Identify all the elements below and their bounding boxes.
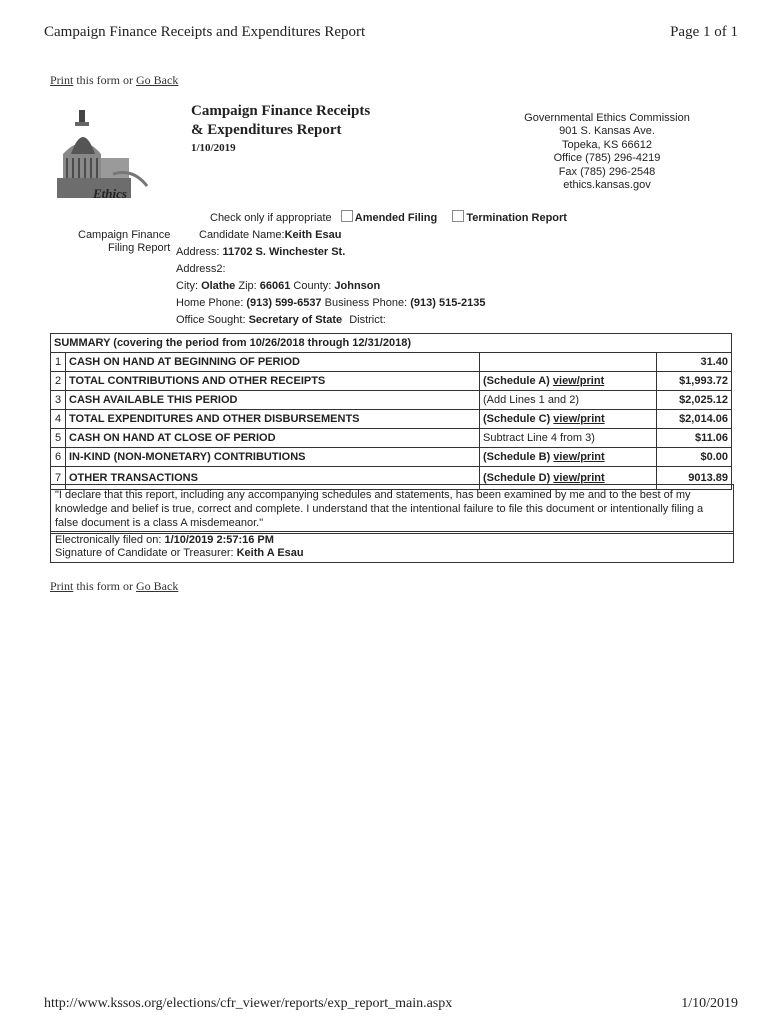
row-amount: $11.06 <box>657 429 732 448</box>
commission-website: ethics.kansas.gov <box>563 179 651 192</box>
print-link[interactable]: Print <box>50 73 74 87</box>
termination-report-label: Termination Report <box>466 212 567 224</box>
nav-middle-text: this form or <box>76 73 134 87</box>
row-schedule: (Add Lines 1 and 2) <box>480 391 657 410</box>
row-label: IN-KIND (NON-MONETARY) CONTRIBUTIONS <box>66 448 480 467</box>
commission-fax: Fax (785) 296-2548 <box>558 165 656 178</box>
filing-report-label <box>78 229 170 255</box>
zip-label: Zip: <box>238 280 257 292</box>
signature-label: Signature of Candidate or Treasurer: <box>55 547 234 559</box>
commission-name: Governmental Ethics Commission <box>524 112 690 124</box>
home-phone-label: Home Phone: <box>176 297 244 309</box>
bottom-nav <box>50 579 178 594</box>
schedule-label: (Schedule B) <box>483 451 551 463</box>
filing-type-checks <box>210 210 567 224</box>
row-label: CASH ON HAND AT CLOSE OF PERIOD <box>66 429 480 448</box>
office-value: Secretary of State <box>248 314 343 326</box>
commission-city: Topeka, KS 66612 <box>562 138 652 151</box>
office-row <box>176 314 386 326</box>
termination-report-checkbox[interactable] <box>452 210 464 222</box>
schedule-b-view-print-link[interactable]: view/print <box>553 451 605 463</box>
summary-row <box>51 391 732 410</box>
row-number: 2 <box>51 372 66 391</box>
signature-row <box>55 547 729 560</box>
report-date: 1/10/2019 <box>191 142 236 154</box>
city-row <box>176 280 380 292</box>
county-label: County: <box>293 280 332 292</box>
row-label: TOTAL CONTRIBUTIONS AND OTHER RECEIPTS <box>66 372 480 391</box>
footer-date: 1/10/2019 <box>681 996 738 1011</box>
report-title-line1: Campaign Finance Receipts <box>191 103 371 119</box>
schedule-label: (Schedule A) <box>483 375 550 387</box>
filed-on-row <box>55 534 729 547</box>
row-amount: $0.00 <box>657 448 732 467</box>
amended-filing-checkbox[interactable] <box>341 210 353 222</box>
report-title-block <box>191 102 370 154</box>
signature-value: Keith A Esau <box>236 547 304 559</box>
candidate-name-row <box>199 229 341 241</box>
nav-middle-text-bottom: this form or <box>76 579 134 593</box>
schedule-label: (Schedule D) <box>483 472 551 484</box>
address-label: Address: <box>176 246 220 258</box>
candidate-name-label: Candidate Name: <box>199 229 285 241</box>
top-nav <box>50 73 178 88</box>
row-amount: $2,014.06 <box>657 410 732 429</box>
row-number: 3 <box>51 391 66 410</box>
row-number: 4 <box>51 410 66 429</box>
footer-url: http://www.kssos.org/elections/cfr_viewer/reports/exp_report_main.aspx <box>44 996 453 1011</box>
row-label: TOTAL EXPENDITURES AND OTHER DISBURSEMENTS <box>66 410 480 429</box>
summary-row <box>51 448 732 467</box>
summary-table <box>50 333 732 490</box>
summary-row <box>51 429 732 448</box>
filed-on-value: 1/10/2019 2:57:16 PM <box>164 534 274 546</box>
business-phone-label: Business Phone: <box>324 297 408 309</box>
row-amount: $2,025.12 <box>657 391 732 410</box>
row-amount: 31.40 <box>657 353 732 372</box>
row-schedule <box>480 353 657 372</box>
row-amount: $1,993.72 <box>657 372 732 391</box>
district-label: District: <box>349 314 386 326</box>
summary-row <box>51 353 732 372</box>
home-phone-value: (913) 599-6537 <box>246 297 322 309</box>
row-number: 6 <box>51 448 66 467</box>
summary-row <box>51 410 732 429</box>
row-schedule <box>480 448 657 467</box>
schedule-d-view-print-link[interactable]: view/print <box>553 472 605 484</box>
logo-text: Ethics <box>93 186 127 201</box>
row-schedule: Subtract Line 4 from 3) <box>480 429 657 448</box>
commission-office-phone: Office (785) 296-4219 <box>553 152 661 165</box>
county-value: Johnson <box>334 280 381 292</box>
schedule-a-view-print-link[interactable]: view/print <box>552 375 605 387</box>
filing-label-line2: Filing Report <box>107 242 171 254</box>
address2-label: Address2: <box>176 263 226 275</box>
address-value: 11702 S. Winchester St. <box>222 246 346 258</box>
check-prompt: Check only if appropriate <box>210 212 332 224</box>
schedule-label: (Schedule C) <box>483 413 551 425</box>
office-label: Office Sought: <box>176 314 246 326</box>
city-label: City: <box>176 280 198 292</box>
address2-row <box>176 263 226 275</box>
electronic-filing-block <box>50 531 734 563</box>
page-number: Page 1 of 1 <box>670 24 738 40</box>
candidate-name: Keith Esau <box>284 229 342 241</box>
amended-filing-label: Amended Filing <box>354 212 438 224</box>
go-back-link-bottom[interactable]: Go Back <box>136 579 179 593</box>
row-schedule <box>480 372 657 391</box>
page-header-title: Campaign Finance Receipts and Expenditures Report <box>44 24 366 40</box>
row-number: 5 <box>51 429 66 448</box>
go-back-link[interactable]: Go Back <box>136 73 179 87</box>
filed-on-label: Electronically filed on: <box>55 534 162 546</box>
row-schedule <box>480 410 657 429</box>
summary-heading-row <box>51 334 732 353</box>
business-phone-value: (913) 515-2135 <box>410 297 486 309</box>
phone-row <box>176 297 485 309</box>
schedule-c-view-print-link[interactable]: view/print <box>553 413 605 425</box>
report-title-line2: & Expenditures Report <box>191 122 342 138</box>
row-label: CASH ON HAND AT BEGINNING OF PERIOD <box>66 353 480 372</box>
capitol-logo <box>53 102 151 202</box>
row-number: 1 <box>51 353 66 372</box>
row-amount: 9013.89 <box>657 467 732 490</box>
summary-row <box>51 372 732 391</box>
address-row <box>176 246 345 258</box>
print-link-bottom[interactable]: Print <box>50 579 74 593</box>
row-label: OTHER TRANSACTIONS <box>66 467 480 490</box>
filing-label-line1: Campaign Finance <box>78 229 171 241</box>
commission-street: 901 S. Kansas Ave. <box>559 125 655 138</box>
row-label: CASH AVAILABLE THIS PERIOD <box>66 391 480 410</box>
row-number: 7 <box>51 467 66 490</box>
commission-address <box>500 112 714 192</box>
city-value: Olathe <box>201 280 236 292</box>
zip-value: 66061 <box>259 280 291 292</box>
summary-heading: SUMMARY (covering the period from 10/26/2018 through 12/31/2018) <box>51 334 732 353</box>
declaration-text: "I declare that this report, including any accompanying schedules and statements, has been examined by me and to the best of my knowledge and belief is true, correct and complete. I understand that the intentional failure to file this document or intentionally filing a false document is a class A misdemeanor." <box>50 484 734 534</box>
